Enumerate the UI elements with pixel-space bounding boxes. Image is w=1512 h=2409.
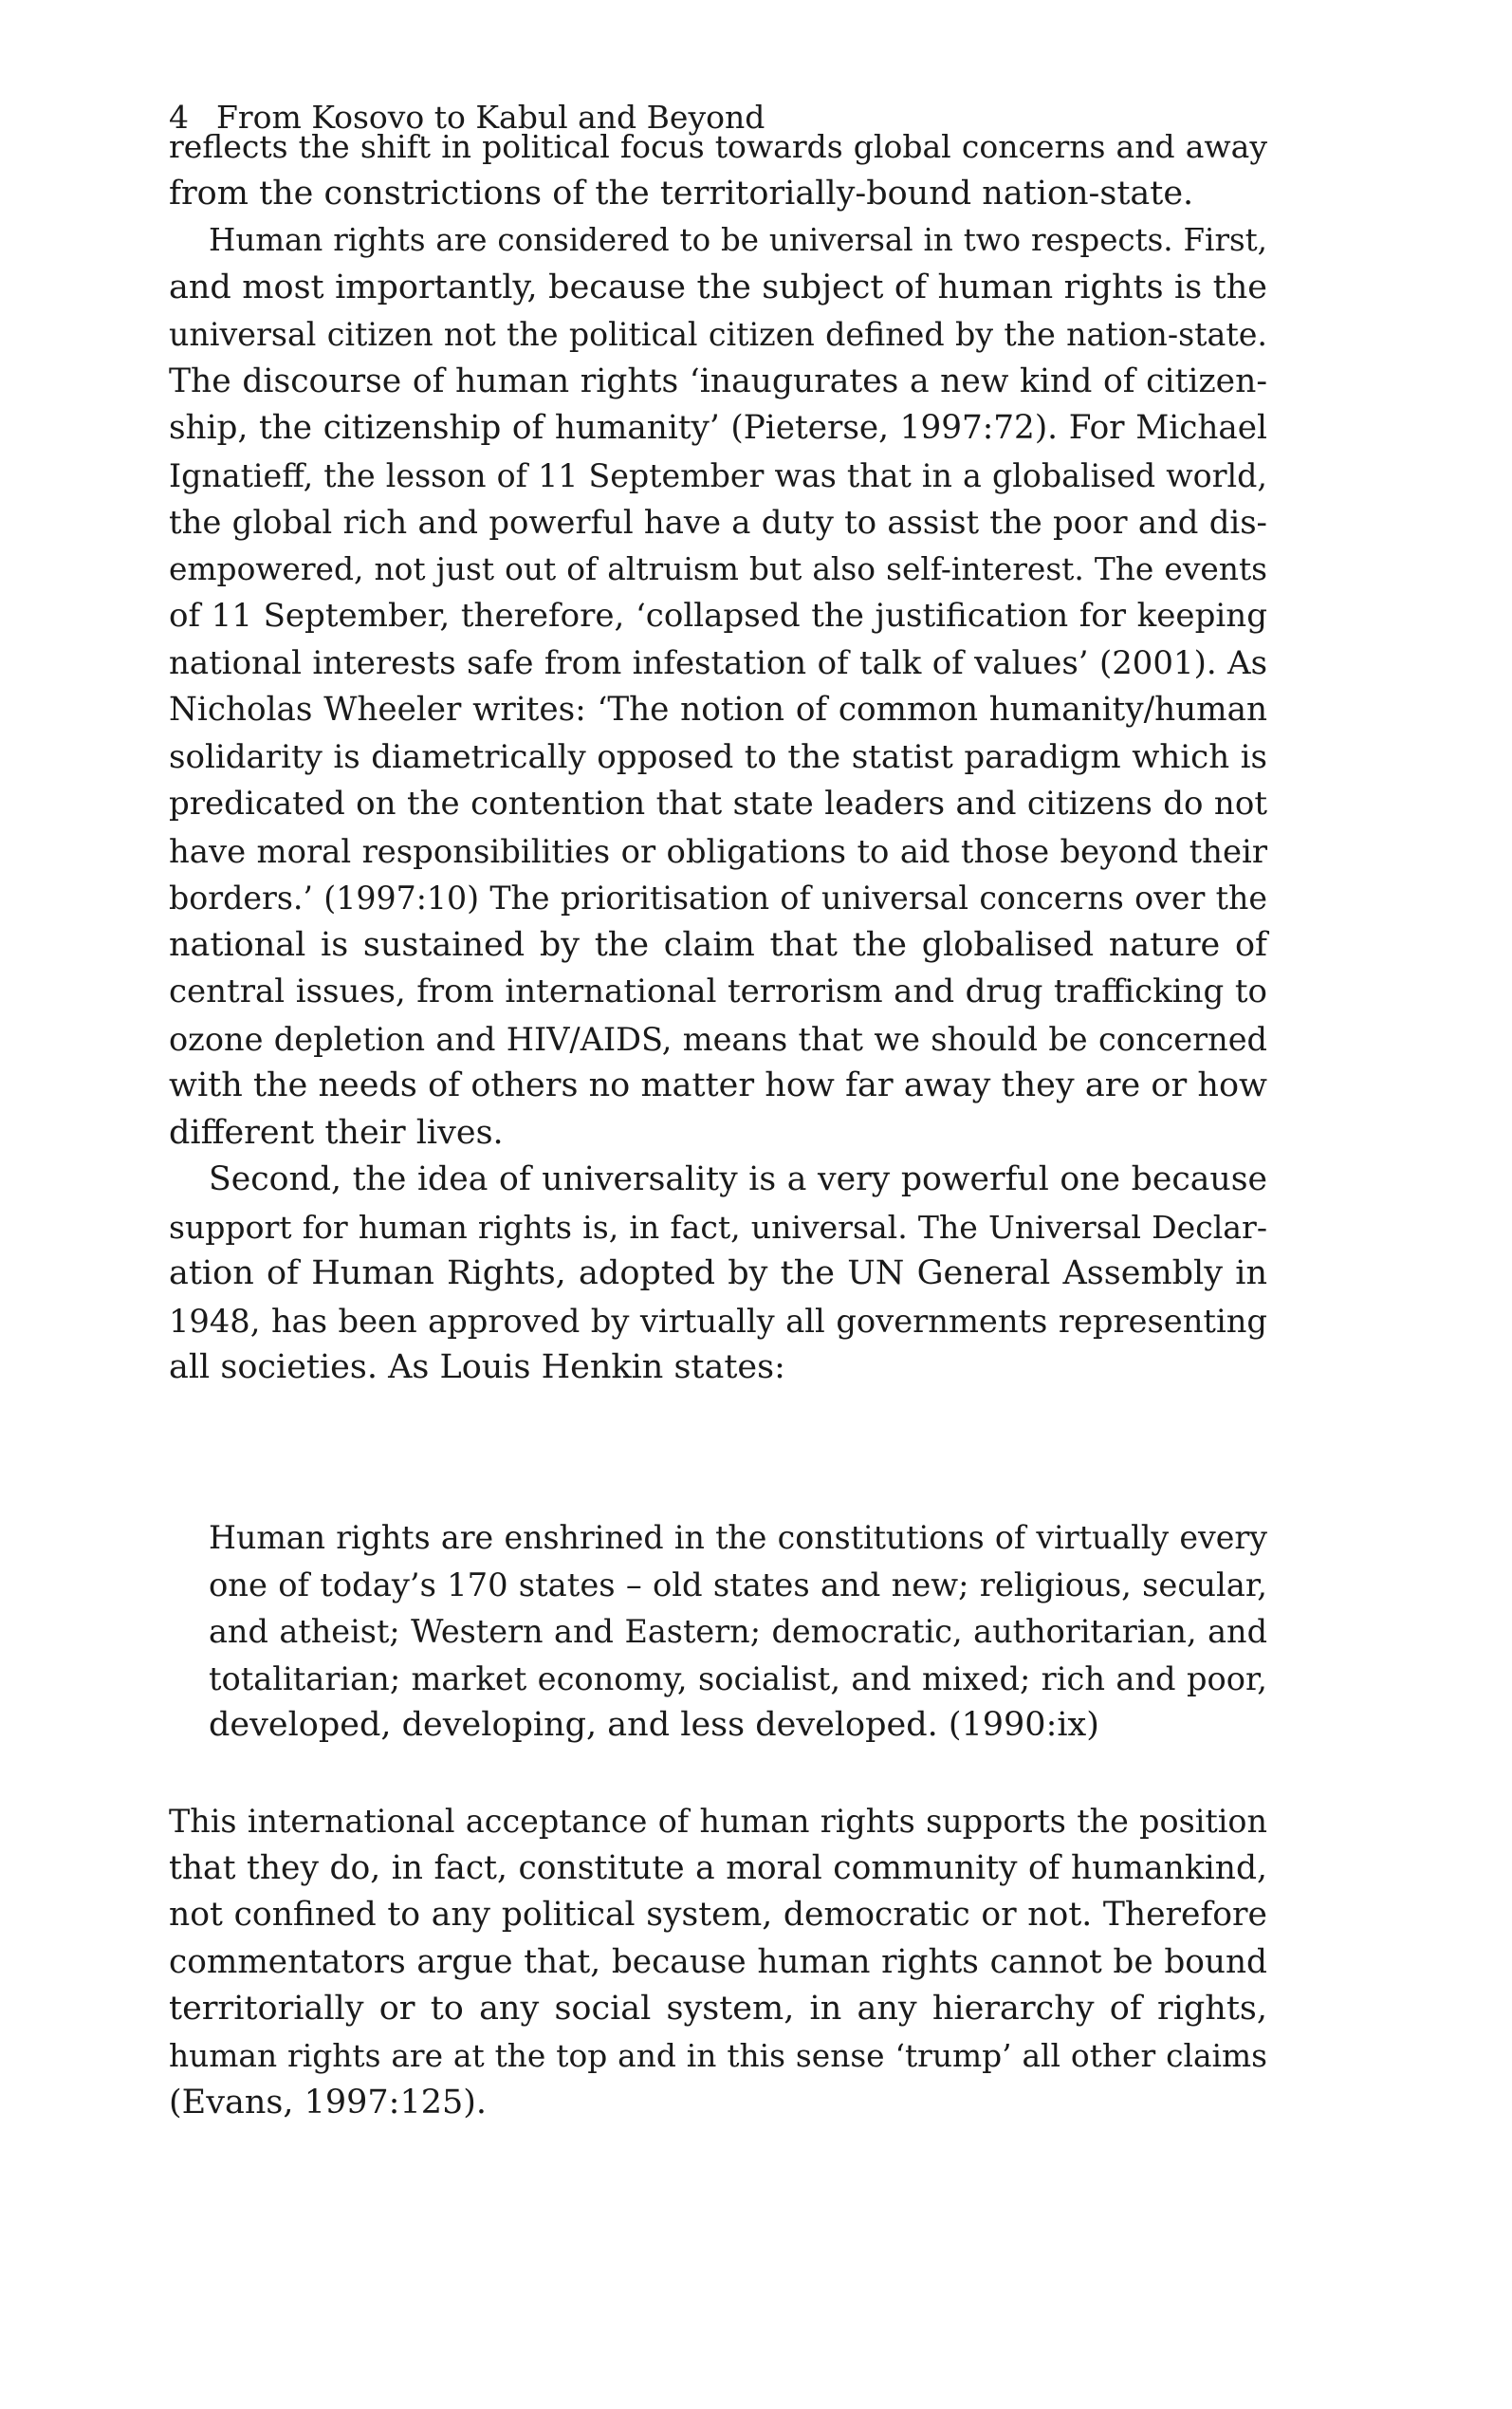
text-line: empowered, not just out of altruism but also self-interest. The events bbox=[169, 550, 1267, 587]
paragraph-2 bbox=[169, 217, 1267, 1157]
text-line: of 11 September, therefore, ‘collapsed the justification for keeping bbox=[169, 597, 1267, 635]
text-line: ation of Human Rights, adopted by the UN General Assembly in bbox=[169, 1254, 1267, 1292]
text-line: The discourse of human rights ‘inaugurates a new kind of citizen- bbox=[169, 361, 1267, 400]
quote-line: totalitarian; market economy, socialist, and mixed; rich and poor, bbox=[209, 1659, 1267, 1697]
book-page bbox=[169, 0, 1267, 2409]
text-line: ozone depletion and HIV/AIDS, means that we should be concerned bbox=[169, 1020, 1267, 1058]
text-line: national is sustained by the claim that the globalised nature of bbox=[169, 925, 1267, 964]
text-line: and most importantly, because the subject of human rights is the bbox=[169, 268, 1267, 306]
text-line: from the constrictions of the territorially-bound nation-state. bbox=[169, 174, 1194, 213]
page-number: 4 bbox=[169, 99, 189, 136]
quote-line: one of today’s 170 states – old states and new; religious, secular, bbox=[209, 1566, 1267, 1603]
text-line: borders.’ (1997:10) The prioritisation of universal concerns over the bbox=[169, 880, 1267, 917]
text-line: solidarity is diametrically opposed to the statist paradigm which is bbox=[169, 737, 1267, 776]
quote-line: Human rights are enshrined in the constitutions of virtually every bbox=[209, 1519, 1267, 1556]
text-line: ship, the citizenship of humanity’ (Pieterse, 1997:72). For Michael bbox=[169, 409, 1267, 447]
text-line: commentators argue that, because human rights cannot be bound bbox=[169, 1942, 1267, 1981]
text-line: Nicholas Wheeler writes: ‘The notion of common humanity/human bbox=[169, 691, 1267, 729]
text-line: not confined to any political system, democratic or not. Therefore bbox=[169, 1896, 1267, 1934]
text-line: Ignatieff, the lesson of 11 September was that in a globalised world, bbox=[169, 456, 1267, 494]
text-line: (Evans, 1997:125). bbox=[169, 2084, 488, 2122]
text-line: central issues, from international terrorism and drug trafficking to bbox=[169, 973, 1267, 1010]
text-line: 1948, has been approved by virtually all governments representing bbox=[169, 1302, 1267, 1340]
block-quote bbox=[209, 1514, 1267, 1750]
text-line: reflects the shift in political focus towards global concerns and away bbox=[169, 128, 1267, 165]
paragraph-3 bbox=[169, 1157, 1267, 1392]
text-line: the global rich and powerful have a duty to assist the poor and dis- bbox=[169, 504, 1267, 541]
text-line: different their lives. bbox=[169, 1113, 504, 1152]
text-line: universal citizen not the political citizen defined by the nation-state. bbox=[169, 316, 1267, 353]
text-line: national interests safe from infestation of talk of values’ (2001). As bbox=[169, 643, 1267, 682]
text-line: Second, the idea of universality is a very powerful one because bbox=[209, 1160, 1267, 1198]
paragraph-1 bbox=[169, 123, 1267, 217]
text-line: that they do, in fact, constitute a moral community of humankind, bbox=[169, 1848, 1267, 1887]
text-line: have moral responsibilities or obligations to aid those beyond their bbox=[169, 832, 1267, 870]
text-line: predicated on the contention that state leaders and citizens do not bbox=[169, 785, 1267, 823]
text-line: territorially or to any social system, in any hierarchy of rights, bbox=[169, 1990, 1267, 2028]
running-head-title: From Kosovo to Kabul and Beyond bbox=[216, 99, 765, 136]
text-line: human rights are at the top and in this sense ‘trump’ all other claims bbox=[169, 2037, 1267, 2074]
text-line: with the needs of others no matter how far away they are or how bbox=[169, 1066, 1267, 1104]
text-line: Human rights are considered to be universal in two respects. First, bbox=[209, 222, 1267, 258]
quote-line: developed, developing, and less developed. (1990:ix) bbox=[209, 1706, 1099, 1744]
paragraph-4 bbox=[169, 1798, 1267, 2127]
text-line: support for human rights is, in fact, universal. The Universal Declar- bbox=[169, 1208, 1267, 1246]
text-line: all societies. As Louis Henkin states: bbox=[169, 1348, 785, 1386]
text-line: This international acceptance of human rights supports the position bbox=[169, 1803, 1267, 1840]
quote-line: and atheist; Western and Eastern; democratic, authoritarian, and bbox=[209, 1613, 1267, 1650]
